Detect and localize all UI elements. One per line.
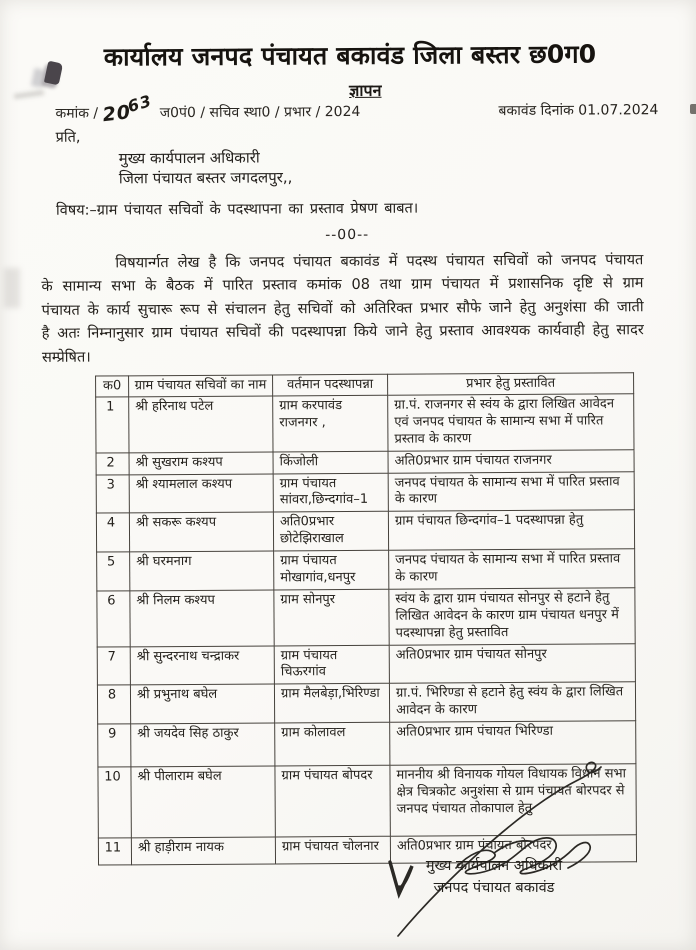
current-posting-cell: ग्राम कोलावल	[275, 722, 390, 766]
table-row	[97, 588, 635, 647]
secretary-name-cell: श्री श्यामलाल कश्यप	[129, 473, 273, 513]
column-header: प्रभार हेतु प्रस्तावित	[388, 372, 634, 395]
reference-suffix: ज0पं0 / सचिव स्था0 / प्रभार / 2024	[159, 103, 361, 122]
column-header: क0	[96, 376, 129, 397]
current-posting-cell: ग्राम पंचायत बोपदर	[275, 765, 390, 837]
table-row	[96, 471, 634, 513]
serial-cell: 11	[98, 838, 131, 865]
proposed-charge-cell: जनपद पंचायत के सामान्य सभा में पारित प्रस्ताव के कारण	[389, 549, 635, 589]
serial-cell: 7	[97, 646, 130, 685]
handwritten-number-base: 20	[101, 101, 133, 127]
secretary-name-cell: श्री सकरू कश्यप	[129, 512, 273, 552]
column-header: ग्राम पंचायत सचिवों का नाम	[129, 375, 273, 397]
signature-block	[388, 856, 600, 900]
table-row	[98, 764, 636, 838]
document-content	[0, 36, 696, 866]
to-label: प्रति,	[55, 129, 81, 146]
secretary-name-cell: श्री निलम कश्यप	[130, 590, 274, 647]
secretary-name-cell: श्री घरमनाग	[130, 551, 274, 591]
current-posting-cell: ग्राम सोनपुर	[274, 589, 389, 645]
signatory-designation: मुख्य कार्यपालन अधिकारी	[425, 858, 563, 874]
table-row	[98, 721, 636, 767]
serial-cell: 10	[98, 767, 131, 838]
current-posting-cell: किंजोली	[273, 451, 388, 474]
secretary-name-cell: श्री सुखराम कश्यप	[129, 452, 273, 475]
serial-cell: 9	[98, 724, 131, 767]
serial-cell: 2	[96, 452, 129, 474]
secretary-name-cell: श्री हरिनाथ पटेल	[129, 396, 273, 453]
memo-heading: ज्ञापन	[349, 80, 382, 100]
body-paragraph: विषयार्न्गत लेख है कि जनपद पंचायत बकावंड में पदस्थ पंचायत सचिवों को जनपद पंचायत के सामान्य सभा के बैठक में पारित प्रस्ताव कमांक 08 तथा ग्राम पंचायत में प्रशासनिक दृष्टि से ग्राम पंचायत के कार्य सुचारू रूप से संचालन हेतु सचिवों को अतिरिक्त प्रभार सौफे जाने हेतु अनुशंसा की जाती है अतः निम्नानुसार ग्राम पंचायत सचिवों की पदस्थापन्ना किये जाने हेतु प्रस्ताव आवश्यक कार्यवाही हेतु सादर सम्प्रेषित।	[41, 250, 644, 366]
serial-cell: 8	[97, 685, 130, 724]
table-row	[96, 510, 634, 552]
current-posting-cell: ग्राम पंचायत मोखागांव,धनपुर	[274, 550, 389, 589]
current-posting-cell: ग्राम पंचायत चिऊरगांव	[274, 645, 389, 684]
proposed-charge-cell: ग्रा.पं. भिरिण्डा से हटाने हेतु स्वंय के द्वारा लिखित आवेदन के कारण	[389, 682, 635, 722]
serial-cell: 1	[96, 397, 129, 453]
table-row	[97, 549, 635, 591]
date-line: बकावंड दिनांक 01.07.2024	[498, 102, 659, 120]
secretary-name-cell: श्री प्रभुनाथ बघेल	[130, 684, 274, 724]
recipient-address: जिला पंचायत बस्तर जगदलपुर,,	[118, 168, 293, 188]
office-title: कार्यालय जनपद पंचायत बकावंड जिला बस्तर छ0ग0	[103, 39, 597, 72]
table-row	[96, 394, 634, 453]
secretary-name-cell: श्री पीलाराम बघेल	[131, 766, 275, 838]
section-separator: --00--	[325, 226, 370, 243]
proposed-charge-cell: अति0प्रभार ग्राम पंचायत राजनगर	[388, 449, 634, 472]
current-posting-cell: ग्राम पंचायत चोलनार	[275, 836, 390, 864]
table-row	[97, 682, 635, 724]
current-posting-cell: ग्राम करपावंड राजनगर ,	[273, 395, 388, 451]
current-posting-cell: अति0प्रभार छोटेझिराखाल	[273, 512, 388, 551]
proposed-charge-cell: अति0प्रभार ग्राम पंचायत सोनपुर	[389, 643, 635, 683]
proposed-charge-cell: ग्राम पंचायत छिन्दगांव–1 पदस्थापन्ना हेतु	[388, 510, 634, 550]
proposed-charge-cell: अति0प्रभार ग्राम पंचायत बोरपदर	[390, 835, 636, 864]
handwritten-number-superscript: 63	[126, 90, 155, 117]
postings-table	[95, 372, 637, 866]
column-header: वर्तमान पदस्थापन्ना	[273, 374, 388, 396]
proposed-charge-cell: माननीय श्री विनायक गोयल विधायक विधान सभा क्षेत्र चित्रकोट अनुशंसा से ग्राम पंचायत बोरपदर से जनपद पंचायत तोकापाल हेतु	[390, 764, 636, 837]
serial-cell: 6	[97, 591, 130, 647]
current-posting-cell: ग्राम पंचायत सांवरा,छिन्दगांव–1	[273, 473, 388, 512]
recipient-designation: मुख्य कार्यपालन अधिकारी	[118, 148, 260, 168]
serial-cell: 3	[96, 474, 129, 513]
proposed-charge-cell: जनपद पंचायत के सामान्य सभा में पारित प्रस्ताव के कारण	[388, 471, 634, 511]
proposed-charge-cell: अति0प्रभार ग्राम पंचायत भिरिण्डा	[390, 721, 636, 766]
serial-cell: 4	[96, 513, 129, 552]
secretary-name-cell: श्री हाड़ीराम नायक	[131, 837, 275, 865]
reference-prefix: कमांक /	[55, 105, 99, 122]
proposed-charge-cell: स्वंय के द्वारा ग्राम पंचायत सोनपुर से हटाने हेतु लिखित आवेदन के कारण ग्राम पंचायत धनपुर में पदस्थापन्ना हेतु प्रस्तावित	[389, 588, 635, 645]
current-posting-cell: ग्राम मैलबेड़ा,भिरिण्डा	[274, 684, 389, 723]
proposed-charge-cell: ग्रा.पं. राजनगर से स्वंय के द्वारा लिखित आवेदन एवं जनपद पंचायत के सामान्य सभा में पारित प्रस्ताव के कारण	[388, 394, 634, 451]
subject-line: विषय:–ग्राम पंचायत सचिवों के पदस्थापना का प्रस्ताव प्रेषण बाबत।	[55, 200, 419, 219]
table-row	[97, 643, 635, 685]
secretary-name-cell: श्री जयदेव सिह ठाकुर	[131, 723, 275, 767]
handwritten-number	[101, 90, 157, 127]
signatory-office: जनपद पंचायत बकावंड	[433, 879, 555, 896]
serial-cell: 5	[97, 552, 130, 591]
secretary-name-cell: श्री सुन्दरनाथ चन्द्राकर	[130, 645, 274, 685]
